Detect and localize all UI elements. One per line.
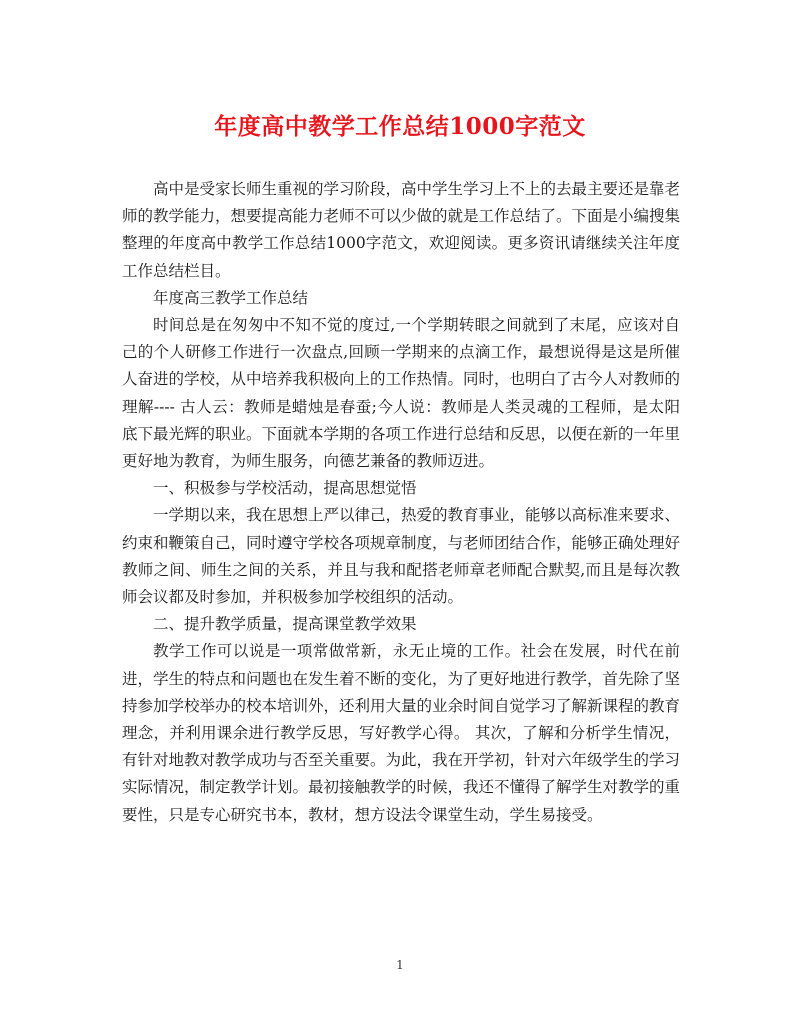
intro-paragraph: 高中是受家长师生重视的学习阶段，高中学生学习上不上的去最主要还是靠老师的教学能力，想要提高能力老师不可以少做的就是工作总结了。下面是小编搜集整理的年度高中教学工作总结1000字范文，欢迎阅读。更多资讯请继续关注年度工作总结栏目。 xyxy=(122,180,681,280)
section-heading-activities: 一、积极参与学校活动，提高思想觉悟 xyxy=(153,479,417,498)
document-body xyxy=(122,176,680,829)
body-paragraph: 教学工作可以说是一项常做常新，永无止境的工作。社会在发展，时代在前进，学生的特点和问题也在发生着不断的变化，为了更好地进行教学，首先除了坚持参加学校举办的校本培训外，还利用大量的业余时间自觉学习了解新课程的教育理念，并利用课余进行教学反思，写好教学心得。 其次，了解和分析学生情况，有针对地教对教学成功与否至关重要。为此，我在开学初，针对六年级学生的学习实际情况，制定教学计划。最初接触教学的时候，我还不懂得了解学生对教学的重要性，只是专心研究书本，教材，想方设法令课堂生动，学生易接受。 xyxy=(122,642,681,824)
body-paragraph: 时间总是在匆匆中不知不觉的度过,一个学期转眼之间就到了末尾，应该对自己的个人研修工作进行一次盘点,回顾一学期来的点滴工作，最想说得是这是所催人奋进的学校，从中培养我积极向上的工作热情。同时，也明白了古今人对教师的理解---- 古人云：教师是蜡烛是春蚕;今人说：教师是人类灵魂的工程师，是太阳底下最光辉的职业。下面就本学期的各项工作进行总结和反思，以便在新的一年里更好地为教育，为师生服务，向德艺兼备的教师迈进。 xyxy=(122,316,681,471)
body-paragraph: 一学期以来，我在思想上严以律己，热爱的教育事业，能够以高标准来要求、约束和鞭策自己，同时遵守学校各项规章制度，与老师团结合作，能够正确处理好教师之间、师生之间的关系，并且与我和配搭老师章老师配合默契,而且是每次教师会议都及时参加，并积极参加学校组织的活动。 xyxy=(122,506,681,607)
page-number: 1 xyxy=(396,958,404,972)
document-title: 年度高中教学工作总结1000字范文 xyxy=(214,113,586,140)
section-heading-senior-summary: 年度高三教学工作总结 xyxy=(153,288,309,307)
section-heading-teaching-quality: 二、提升教学质量，提高课堂教学效果 xyxy=(153,615,417,634)
